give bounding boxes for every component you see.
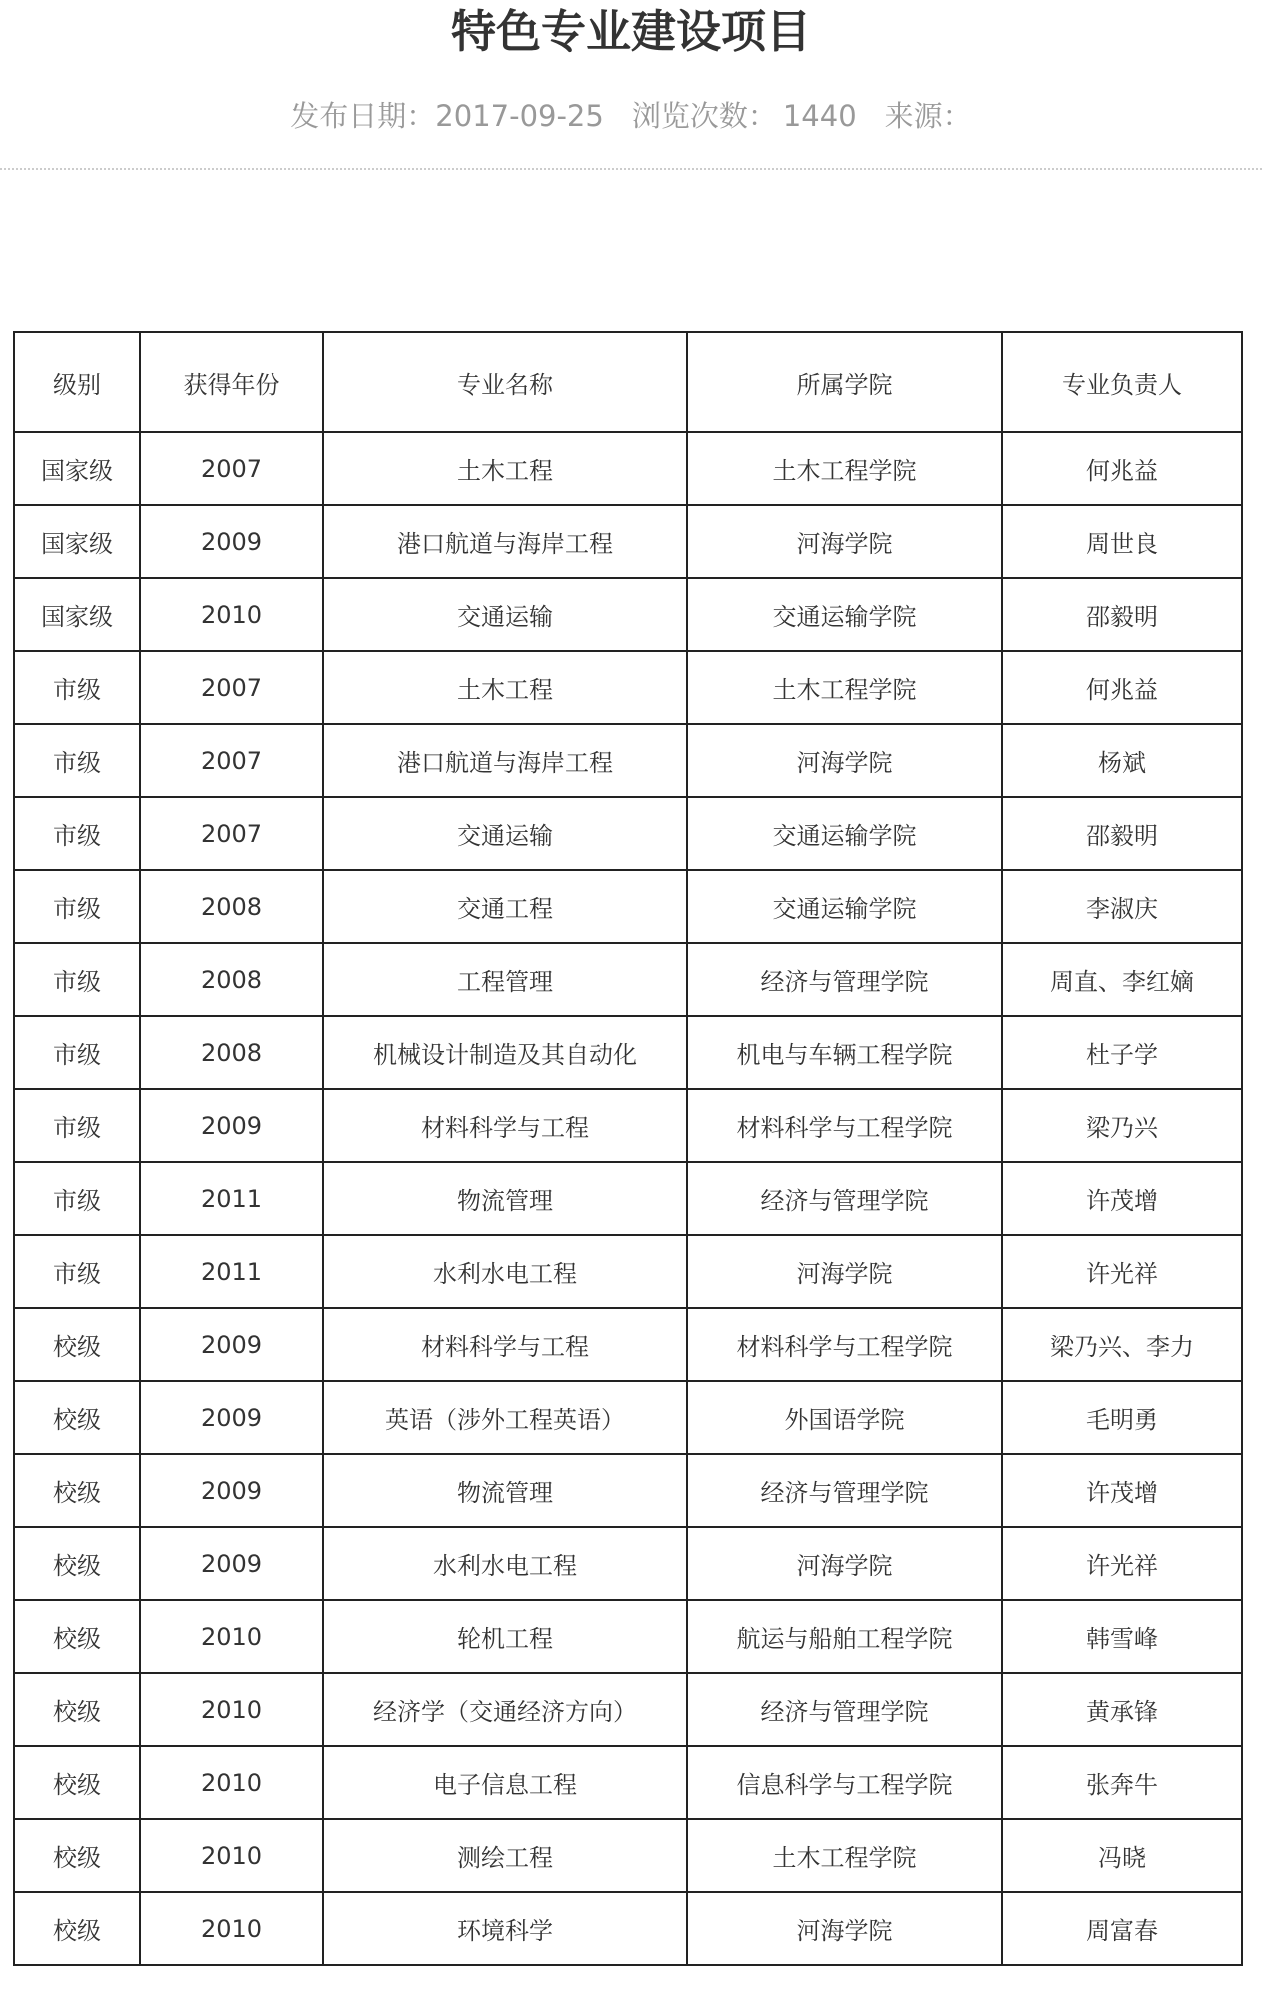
cell-major: 电子信息工程 [323, 1746, 687, 1819]
cell-college: 经济与管理学院 [687, 943, 1002, 1016]
table-row [14, 1819, 1242, 1892]
cell-major: 交通工程 [323, 870, 687, 943]
cell-major: 物流管理 [323, 1454, 687, 1527]
cell-major: 机械设计制造及其自动化 [323, 1016, 687, 1089]
cell-year: 2008 [140, 943, 323, 1016]
cell-year: 2010 [140, 578, 323, 651]
cell-year: 2008 [140, 1016, 323, 1089]
cell-college: 土木工程学院 [687, 1819, 1002, 1892]
cell-college: 材料科学与工程学院 [687, 1089, 1002, 1162]
cell-year: 2009 [140, 1527, 323, 1600]
cell-leader: 冯晓 [1002, 1819, 1242, 1892]
table-row [14, 1746, 1242, 1819]
cell-college: 经济与管理学院 [687, 1162, 1002, 1235]
cell-year: 2009 [140, 1089, 323, 1162]
cell-college: 信息科学与工程学院 [687, 1746, 1002, 1819]
cell-leader: 梁乃兴 [1002, 1089, 1242, 1162]
cell-level: 国家级 [14, 432, 140, 505]
table-row [14, 1308, 1242, 1381]
cell-year: 2007 [140, 432, 323, 505]
cell-leader: 梁乃兴、李力 [1002, 1308, 1242, 1381]
cell-college: 交通运输学院 [687, 797, 1002, 870]
table-row [14, 1527, 1242, 1600]
cell-college: 材料科学与工程学院 [687, 1308, 1002, 1381]
cell-leader: 黄承锋 [1002, 1673, 1242, 1746]
cell-year: 2009 [140, 1454, 323, 1527]
cell-major: 土木工程 [323, 651, 687, 724]
cell-year: 2007 [140, 724, 323, 797]
table-row [14, 1162, 1242, 1235]
cell-leader: 许光祥 [1002, 1527, 1242, 1600]
cell-major: 环境科学 [323, 1892, 687, 1965]
cell-major: 材料科学与工程 [323, 1308, 687, 1381]
cell-level: 市级 [14, 870, 140, 943]
cell-level: 校级 [14, 1746, 140, 1819]
cell-year: 2010 [140, 1819, 323, 1892]
table-row [14, 578, 1242, 651]
cell-level: 市级 [14, 1016, 140, 1089]
cell-level: 校级 [14, 1819, 140, 1892]
cell-year: 2011 [140, 1235, 323, 1308]
cell-leader: 邵毅明 [1002, 797, 1242, 870]
table-row [14, 1381, 1242, 1454]
cell-leader: 周直、李红嫡 [1002, 943, 1242, 1016]
cell-college: 土木工程学院 [687, 651, 1002, 724]
cell-level: 市级 [14, 943, 140, 1016]
cell-college: 河海学院 [687, 724, 1002, 797]
cell-major: 英语（涉外工程英语） [323, 1381, 687, 1454]
cell-leader: 韩雪峰 [1002, 1600, 1242, 1673]
cell-year: 2009 [140, 505, 323, 578]
cell-level: 校级 [14, 1454, 140, 1527]
cell-year: 2007 [140, 651, 323, 724]
header-college: 所属学院 [687, 332, 1002, 432]
cell-level: 国家级 [14, 578, 140, 651]
cell-year: 2009 [140, 1381, 323, 1454]
table-header-row [14, 332, 1242, 432]
header-leader: 专业负责人 [1002, 332, 1242, 432]
cell-major: 测绘工程 [323, 1819, 687, 1892]
cell-college: 河海学院 [687, 505, 1002, 578]
cell-college: 河海学院 [687, 1235, 1002, 1308]
cell-year: 2010 [140, 1892, 323, 1965]
cell-college: 交通运输学院 [687, 578, 1002, 651]
cell-leader: 何兆益 [1002, 432, 1242, 505]
table-row [14, 1235, 1242, 1308]
cell-leader: 周世良 [1002, 505, 1242, 578]
cell-major: 交通运输 [323, 578, 687, 651]
cell-college: 土木工程学院 [687, 432, 1002, 505]
table-row [14, 870, 1242, 943]
table-row [14, 432, 1242, 505]
cell-leader: 邵毅明 [1002, 578, 1242, 651]
cell-level: 校级 [14, 1673, 140, 1746]
cell-leader: 许茂增 [1002, 1162, 1242, 1235]
cell-leader: 毛明勇 [1002, 1381, 1242, 1454]
cell-college: 河海学院 [687, 1527, 1002, 1600]
cell-leader: 许茂增 [1002, 1454, 1242, 1527]
source: 来源： [884, 99, 972, 133]
cell-year: 2010 [140, 1600, 323, 1673]
table-row [14, 1600, 1242, 1673]
cell-leader: 杜子学 [1002, 1016, 1242, 1089]
cell-leader: 何兆益 [1002, 651, 1242, 724]
cell-major: 物流管理 [323, 1162, 687, 1235]
table-row [14, 1454, 1242, 1527]
cell-leader: 李淑庆 [1002, 870, 1242, 943]
cell-major: 经济学（交通经济方向） [323, 1673, 687, 1746]
cell-level: 市级 [14, 724, 140, 797]
view-count-label: 浏览次数： [631, 99, 777, 133]
cell-level: 校级 [14, 1600, 140, 1673]
cell-college: 交通运输学院 [687, 870, 1002, 943]
cell-college: 外国语学院 [687, 1381, 1002, 1454]
cell-year: 2009 [140, 1308, 323, 1381]
cell-year: 2010 [140, 1746, 323, 1819]
table-row [14, 1089, 1242, 1162]
cell-major: 交通运输 [323, 797, 687, 870]
cell-major: 港口航道与海岸工程 [323, 724, 687, 797]
cell-college: 航运与船舶工程学院 [687, 1600, 1002, 1673]
table-row [14, 724, 1242, 797]
view-count-value: 1440 [782, 99, 857, 133]
header-major: 专业名称 [323, 332, 687, 432]
cell-year: 2011 [140, 1162, 323, 1235]
cell-college: 经济与管理学院 [687, 1454, 1002, 1527]
page-title: 特色专业建设项目 [450, 5, 811, 58]
dotted-divider [0, 168, 1262, 170]
cell-year: 2008 [140, 870, 323, 943]
cell-level: 校级 [14, 1892, 140, 1965]
table-row [14, 1892, 1242, 1965]
cell-college: 机电与车辆工程学院 [687, 1016, 1002, 1089]
table-row [14, 651, 1242, 724]
article-meta [0, 96, 1262, 136]
cell-major: 水利水电工程 [323, 1527, 687, 1600]
table-row [14, 505, 1242, 578]
cell-major: 工程管理 [323, 943, 687, 1016]
cell-major: 水利水电工程 [323, 1235, 687, 1308]
table-row [14, 1673, 1242, 1746]
cell-leader: 杨斌 [1002, 724, 1242, 797]
cell-level: 市级 [14, 1162, 140, 1235]
cell-year: 2007 [140, 797, 323, 870]
cell-level: 市级 [14, 1235, 140, 1308]
cell-leader: 周富春 [1002, 1892, 1242, 1965]
cell-college: 经济与管理学院 [687, 1673, 1002, 1746]
cell-level: 校级 [14, 1381, 140, 1454]
cell-major: 港口航道与海岸工程 [323, 505, 687, 578]
publish-date: 发布日期：2017-09-25 [290, 99, 604, 133]
view-count [632, 99, 857, 133]
cell-level: 校级 [14, 1308, 140, 1381]
cell-level: 国家级 [14, 505, 140, 578]
table-row [14, 797, 1242, 870]
cell-leader: 许光祥 [1002, 1235, 1242, 1308]
table-row [14, 1016, 1242, 1089]
header-level: 级别 [14, 332, 140, 432]
cell-major: 轮机工程 [323, 1600, 687, 1673]
cell-leader: 张奔牛 [1002, 1746, 1242, 1819]
specialty-table [13, 331, 1243, 1966]
cell-major: 材料科学与工程 [323, 1089, 687, 1162]
header-year: 获得年份 [140, 332, 323, 432]
cell-level: 校级 [14, 1527, 140, 1600]
cell-year: 2010 [140, 1673, 323, 1746]
cell-college: 河海学院 [687, 1892, 1002, 1965]
cell-level: 市级 [14, 651, 140, 724]
cell-level: 市级 [14, 1089, 140, 1162]
cell-level: 市级 [14, 797, 140, 870]
table-row [14, 943, 1242, 1016]
cell-major: 土木工程 [323, 432, 687, 505]
